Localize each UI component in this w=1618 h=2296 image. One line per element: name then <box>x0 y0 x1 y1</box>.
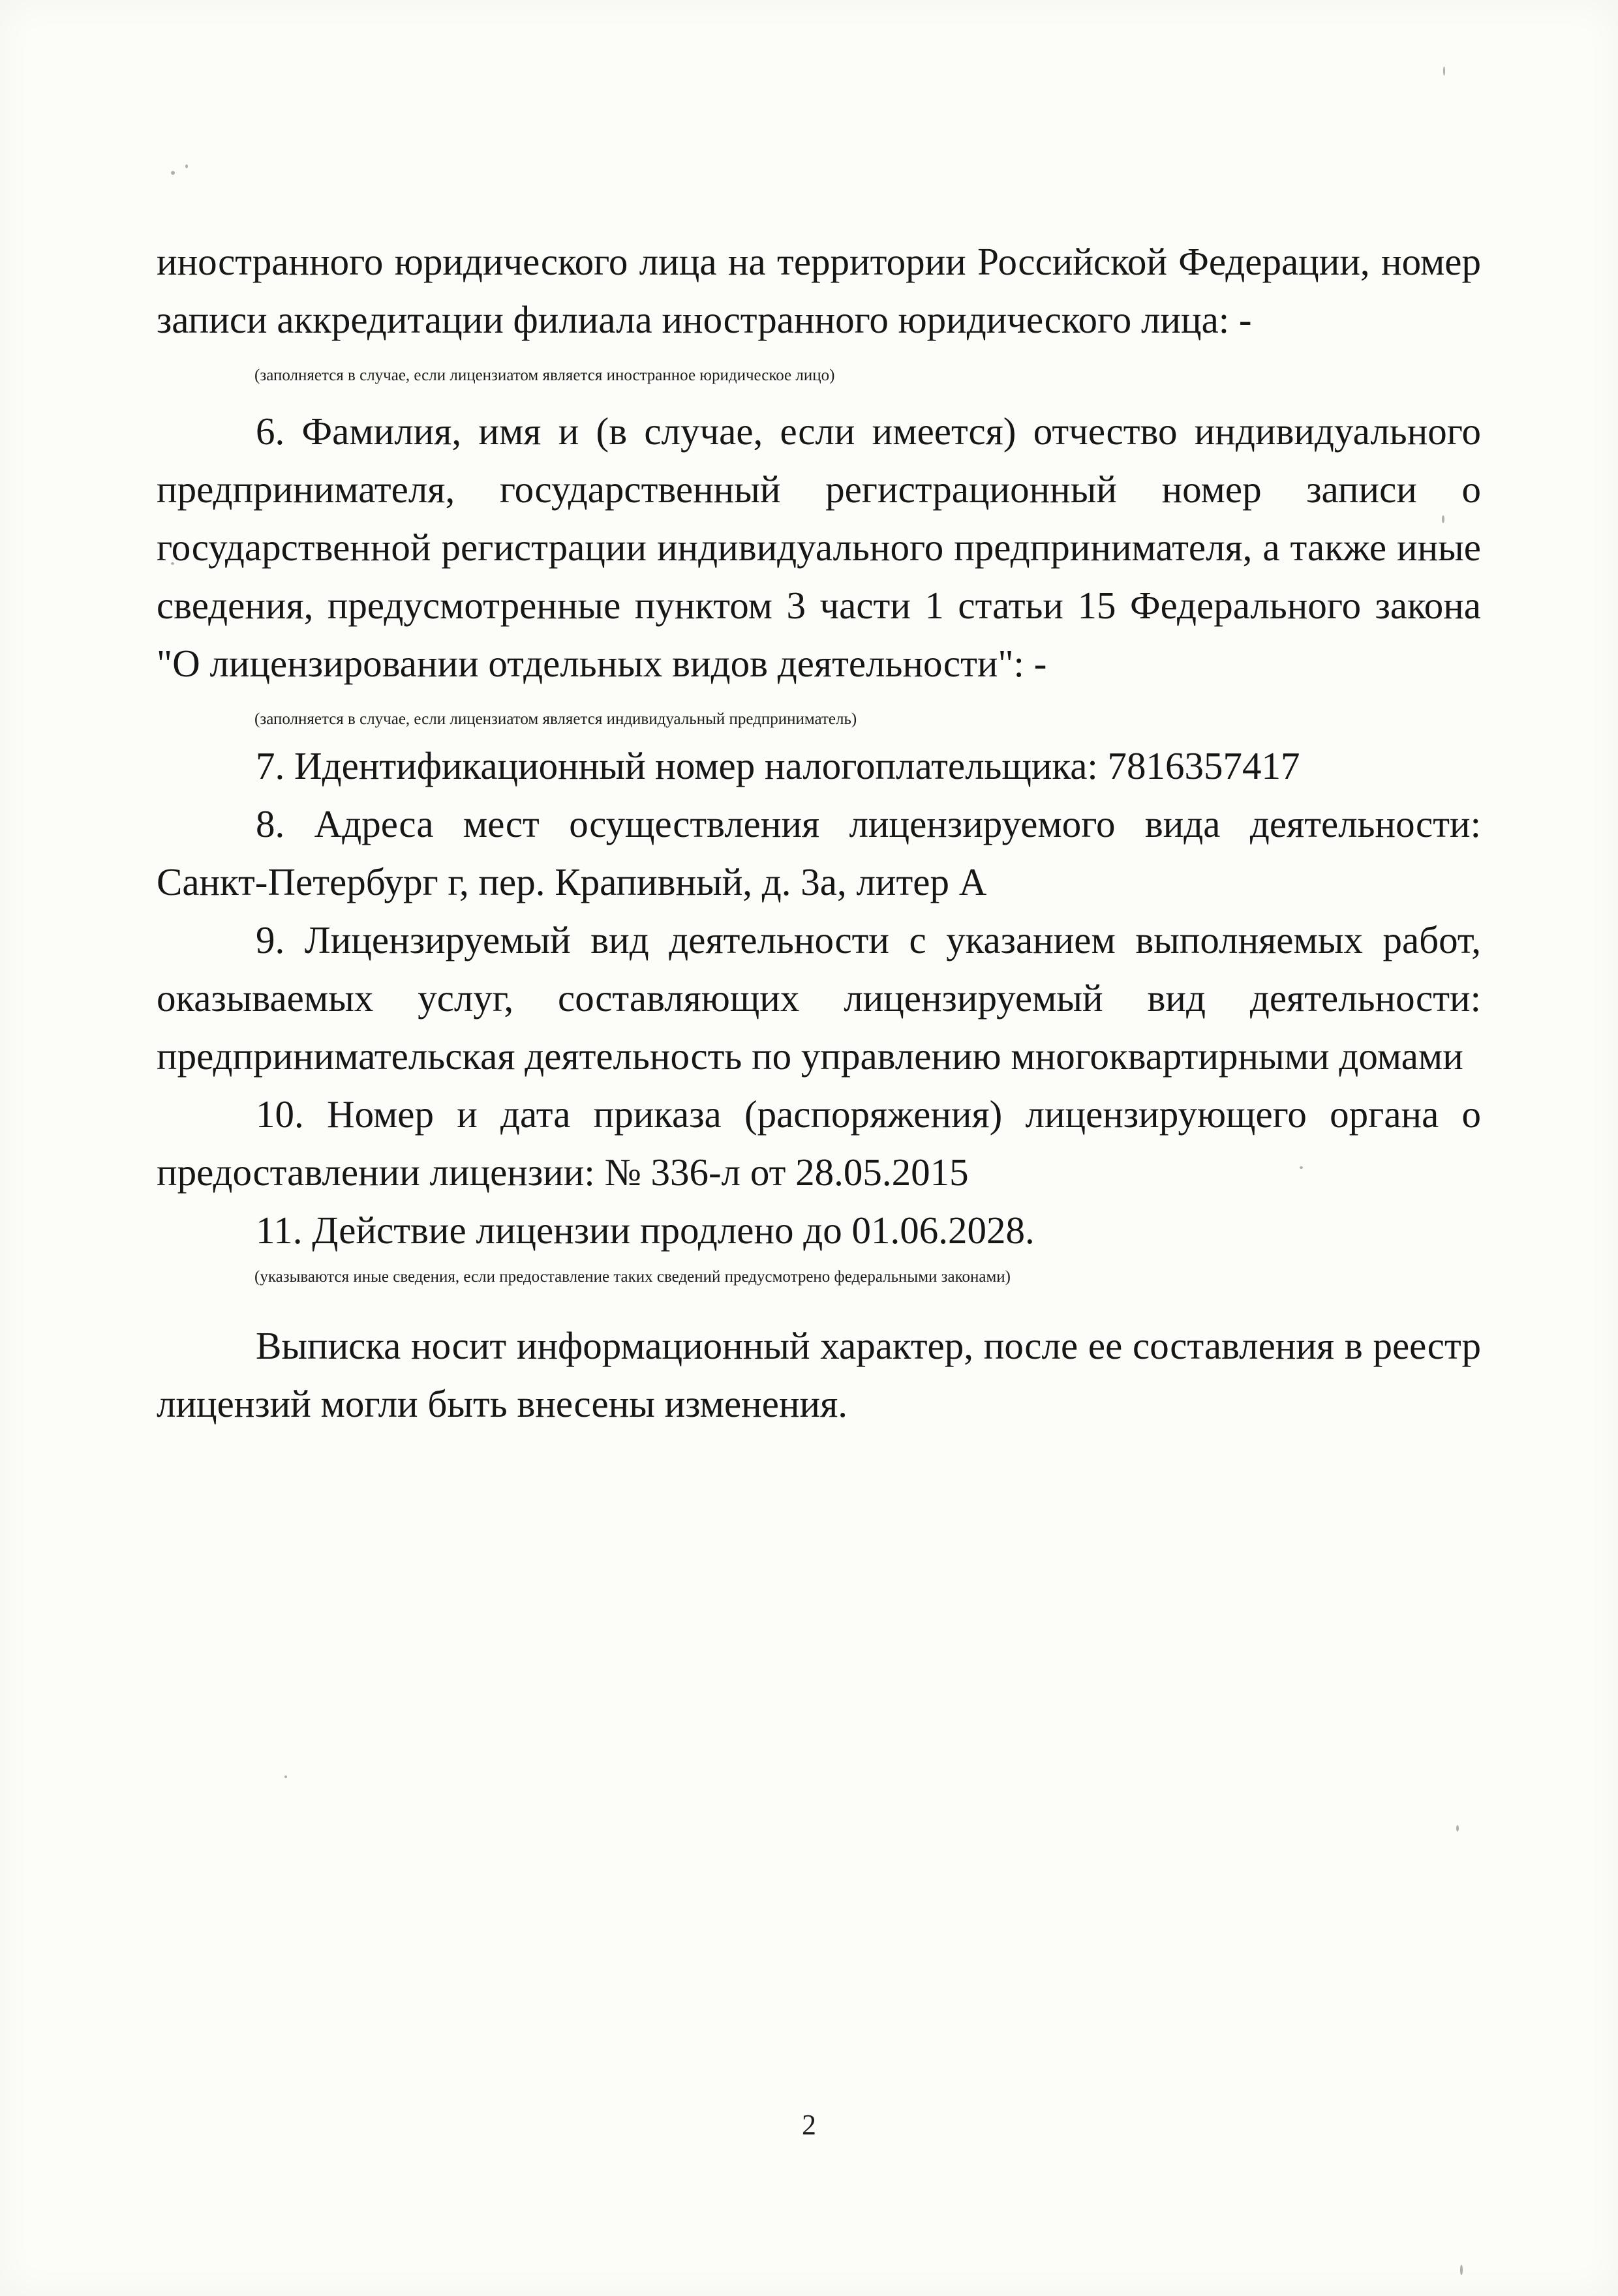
paragraph-item-8-addresses: 8. Адреса мест осуществления лицензируемого вида деятельности: Санкт-Петербург г, пер. Крапивный, д. 3а, литер А <box>157 802 1481 903</box>
paragraph-item-11-extension: 11. Действие лицензии продлено до 01.06.2028. <box>256 1209 1035 1252</box>
note-individual-entrepreneur: (заполняется в случае, если лицензиатом является индивидуальный предприниматель) <box>254 710 857 728</box>
paragraph-item-7-inn: 7. Идентификационный номер налогоплательщика: 7816357417 <box>256 744 1300 787</box>
note-other-info: (указываются иные сведения, если предоставление таких сведений предусмотрено федеральными законами) <box>254 1268 1011 1286</box>
scan-speck <box>185 164 188 168</box>
paragraph-foreign-entity-continuation: иностранного юридического лица на территории Российской Федерации, номер записи аккредитации филиала иностранного юридического лица: - <box>157 240 1481 341</box>
paragraph-item-10-order: 10. Номер и дата приказа (распоряжения) лицензирующего органа о предоставлении лицензии: № 336-л от 28.05.2015 <box>157 1093 1481 1194</box>
page-number: 2 <box>802 2109 816 2141</box>
scan-speck <box>284 1775 287 1778</box>
paragraph-item-9-activity: 9. Лицензируемый вид деятельности с указанием выполняемых работ, оказываемых услуг, составляющих лицензируемый вид деятельности: предпринимательская деятельность по управлению многоквартирными домами <box>157 918 1481 1078</box>
note-foreign-entity: (заполняется в случае, если лицензиатом является иностранное юридическое лицо) <box>254 367 835 384</box>
scan-speck <box>1443 67 1445 76</box>
document-body <box>157 233 1481 1433</box>
scan-speck <box>1460 2265 1463 2275</box>
paragraph-item-6: 6. Фамилия, имя и (в случае, если имеется) отчество индивидуального предпринимателя, государственный регистрационный номер записи о государственной регистрации индивидуального предпринимателя, а также иные сведения, предусмотренные пунктом 3 части 1 статьи 15 Федерального закона "О лицензировании отдельных видов деятельности": - <box>157 410 1481 685</box>
scan-speck <box>171 171 175 175</box>
paragraph-closing-statement: Выписка носит информационный характер, после ее составления в реестр лицензий могли быть внесены изменения. <box>157 1324 1481 1425</box>
scan-speck <box>1456 1825 1459 1832</box>
